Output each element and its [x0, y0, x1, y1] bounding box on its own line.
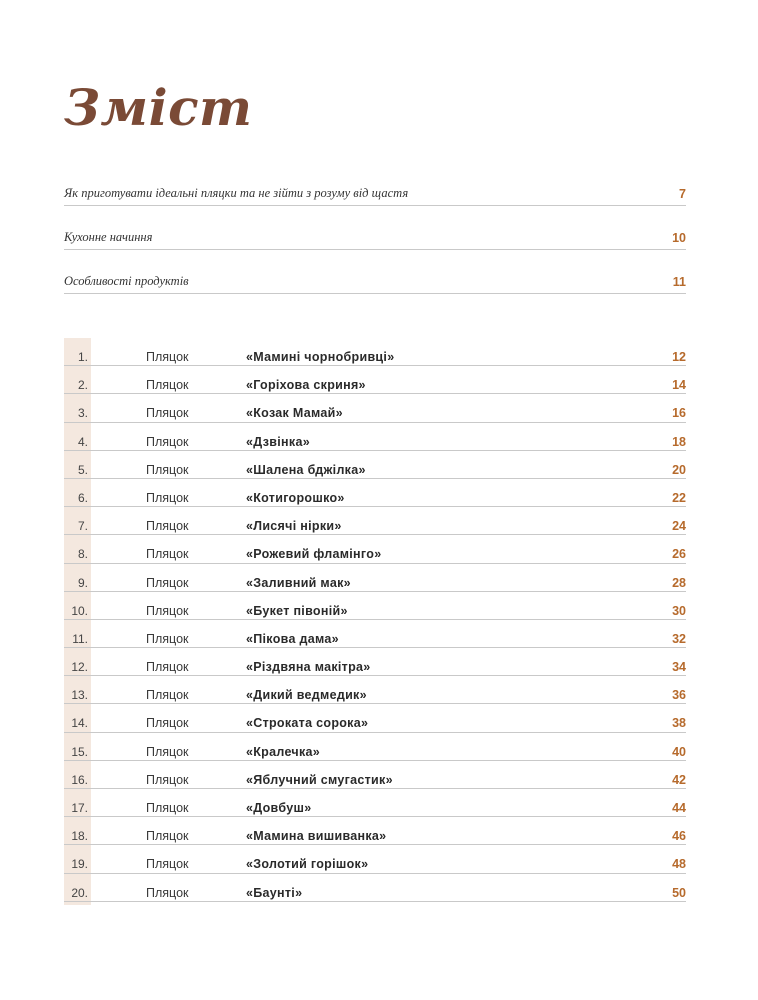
recipe-number: 15. — [71, 744, 88, 759]
recipe-page-number: 42 — [672, 772, 686, 787]
recipe-name: «Козак Мамай» — [246, 406, 343, 421]
recipe-number: 12. — [71, 660, 88, 675]
recipe-name: «Різдвяна макітра» — [246, 660, 371, 675]
recipe-name: «Лисячі нірки» — [246, 519, 342, 534]
recipe-page-number: 36 — [672, 688, 686, 703]
recipe-number: 4. — [77, 434, 88, 449]
recipe-number: 20. — [71, 885, 88, 900]
intro-entry-page: 11 — [672, 275, 686, 289]
recipe-type-word: Пляцок — [146, 885, 189, 900]
recipe-page-number: 34 — [672, 660, 686, 675]
recipe-name: «Горіхова скриня» — [246, 378, 366, 393]
recipe-type-word: Пляцок — [146, 378, 189, 393]
recipe-name: «Пікова дама» — [246, 631, 339, 646]
recipe-type-word: Пляцок — [146, 603, 189, 618]
recipe-number: 6. — [77, 490, 88, 505]
recipe-type-word: Пляцок — [146, 772, 189, 787]
recipe-page-number: 22 — [672, 490, 686, 505]
recipe-number: 10. — [71, 603, 88, 618]
recipe-page-number: 50 — [672, 885, 686, 900]
recipe-number: 13. — [71, 688, 88, 703]
recipe-page-number: 48 — [672, 857, 686, 872]
recipe-page-number: 14 — [672, 378, 686, 393]
recipe-number: 11. — [72, 631, 88, 646]
recipe-number: 5. — [77, 462, 88, 477]
recipe-name: «Яблучний смугастик» — [246, 772, 393, 787]
recipe-page-number: 44 — [672, 801, 686, 815]
intro-entry-page: 10 — [672, 231, 686, 245]
recipe-entry[interactable] — [64, 535, 686, 563]
recipe-entry[interactable] — [64, 451, 686, 479]
recipe-type-word: Пляцок — [146, 801, 189, 815]
recipe-entry[interactable] — [64, 479, 686, 507]
recipe-page-number: 26 — [672, 547, 686, 562]
intro-entry-label: Кухонне начиння — [64, 230, 153, 244]
recipe-name: «Заливний мак» — [246, 575, 351, 590]
recipe-page-number: 30 — [672, 603, 686, 618]
recipe-name: «Рожевий фламінго» — [246, 547, 382, 562]
recipe-entry[interactable] — [64, 648, 686, 676]
recipe-page-number: 12 — [672, 350, 686, 364]
recipe-page-number: 46 — [672, 829, 686, 844]
recipe-type-word: Пляцок — [146, 631, 189, 646]
recipe-number: 1. — [77, 350, 88, 364]
recipe-entry[interactable] — [64, 733, 686, 761]
intro-entry[interactable] — [64, 183, 686, 206]
recipe-entry[interactable] — [64, 564, 686, 592]
recipe-name: «Мамина вишиванка» — [246, 829, 387, 844]
recipe-name: «Строката сорока» — [246, 716, 369, 731]
recipe-number: 16. — [71, 772, 88, 787]
recipe-entry[interactable] — [64, 423, 686, 451]
recipe-name: «Шалена бджілка» — [246, 462, 366, 477]
recipe-type-word: Пляцок — [146, 575, 189, 590]
recipe-type-word: Пляцок — [146, 547, 189, 562]
recipe-number: 8. — [77, 547, 88, 562]
recipe-number: 7. — [77, 519, 88, 534]
page-title: Зміст — [64, 78, 253, 137]
recipe-page-number: 24 — [672, 519, 686, 534]
recipe-entry[interactable] — [64, 366, 686, 394]
recipe-list — [64, 338, 686, 902]
recipe-page-number: 38 — [672, 716, 686, 731]
recipe-name: «Котигорошко» — [246, 490, 345, 505]
recipe-number: 14. — [71, 716, 88, 731]
recipe-type-word: Пляцок — [146, 462, 189, 477]
recipe-number: 18. — [71, 829, 88, 844]
intro-entry-label: Особливості продуктів — [64, 274, 189, 288]
recipe-entry[interactable] — [64, 789, 686, 817]
recipe-type-word: Пляцок — [146, 744, 189, 759]
recipe-type-word: Пляцок — [146, 688, 189, 703]
recipe-number: 17. — [71, 801, 88, 815]
intro-entry[interactable] — [64, 227, 686, 250]
recipe-page-number: 32 — [672, 631, 686, 646]
recipe-name: «Дзвінка» — [246, 434, 310, 449]
recipe-type-word: Пляцок — [146, 490, 189, 505]
recipe-name: «Мамині чорнобривці» — [246, 350, 395, 364]
recipe-entry[interactable] — [64, 761, 686, 789]
recipe-name: «Кралечка» — [246, 744, 321, 759]
recipe-entry[interactable] — [64, 874, 686, 902]
recipe-type-word: Пляцок — [146, 857, 189, 872]
recipe-page-number: 40 — [672, 744, 686, 759]
intro-entry[interactable] — [64, 271, 686, 294]
recipe-name: «Довбуш» — [246, 801, 312, 815]
recipe-type-word: Пляцок — [146, 829, 189, 844]
recipe-number: 3. — [77, 406, 88, 421]
recipe-name: «Дикий ведмедик» — [246, 688, 367, 703]
recipe-name: «Баунті» — [246, 885, 303, 900]
recipe-name: «Золотий горішок» — [246, 857, 369, 872]
recipe-page-number: 20 — [672, 462, 686, 477]
recipe-number: 2. — [77, 378, 88, 393]
intro-entry-label: Як приготувати ідеальні пляцки та не зійти з розуму від щастя — [64, 186, 409, 200]
recipe-entry[interactable] — [64, 676, 686, 704]
recipe-type-word: Пляцок — [146, 519, 189, 534]
recipe-page-number: 28 — [672, 575, 686, 590]
recipe-type-word: Пляцок — [146, 406, 189, 421]
recipe-type-word: Пляцок — [146, 660, 189, 675]
recipe-page-number: 16 — [672, 406, 686, 421]
recipe-entry[interactable] — [64, 507, 686, 535]
intro-entry-page: 7 — [679, 187, 686, 201]
recipe-number: 19. — [71, 857, 88, 872]
recipe-rows — [64, 338, 686, 902]
recipe-entry[interactable] — [64, 592, 686, 620]
recipe-number: 9. — [77, 575, 88, 590]
recipe-entry[interactable] — [64, 338, 686, 366]
recipe-type-word: Пляцок — [146, 434, 189, 449]
recipe-type-word: Пляцок — [146, 716, 189, 731]
recipe-entry[interactable] — [64, 704, 686, 732]
recipe-entry[interactable] — [64, 817, 686, 845]
recipe-name: «Букет півоній» — [246, 603, 348, 618]
recipe-entry[interactable] — [64, 845, 686, 873]
recipe-type-word: Пляцок — [146, 350, 189, 364]
recipe-entry[interactable] — [64, 620, 686, 648]
recipe-entry[interactable] — [64, 394, 686, 422]
recipe-page-number: 18 — [672, 434, 686, 449]
